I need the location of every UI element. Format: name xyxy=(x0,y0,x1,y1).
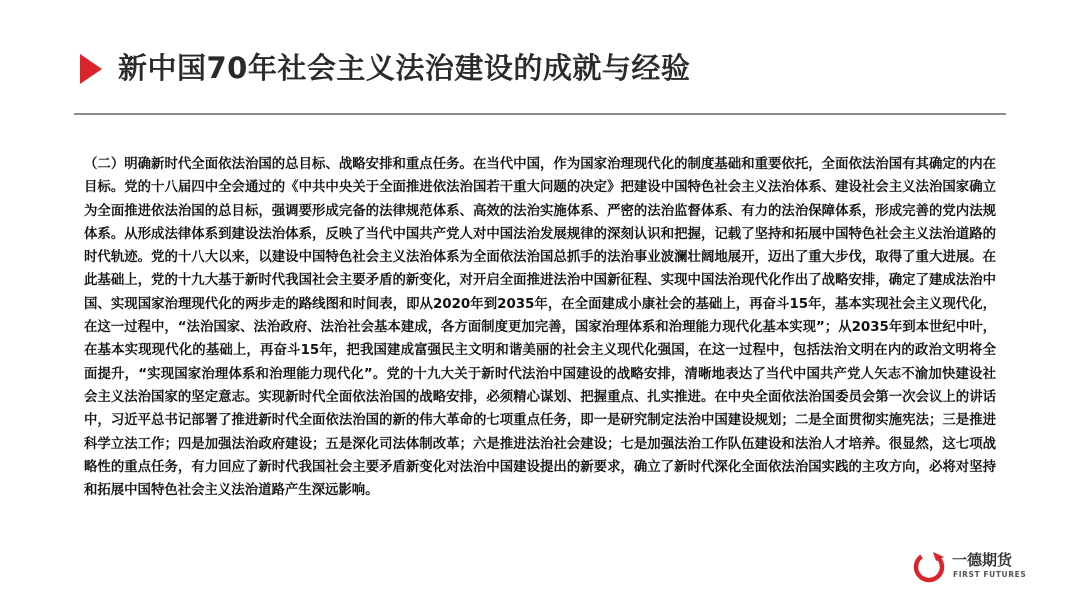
title-arrow-icon xyxy=(80,54,102,84)
logo-name-en: FIRST FUTURES xyxy=(953,570,1027,579)
company-logo xyxy=(912,548,1027,584)
logo-name-cn: 一德期货 xyxy=(952,551,1013,569)
first-futures-logo-icon xyxy=(912,548,948,584)
title-divider xyxy=(74,113,1006,115)
page-title: 新中国70年社会主义法治建设的成就与经验 xyxy=(118,51,691,85)
body-paragraph: （二）明确新时代全面依法治国的总目标、战略安排和重点任务。在当代中国，作为国家治理现代化的制度基础和重要依托，全面依法治国有其确定的内在目标。党的十八届四中全会通过的《中共中央关于全面推进依法治国若干重大问题的决定》把建设中国特色社会主义法治体系、建设社会主义法治国家确立为全面推进依法治国的总目标，强调要形成完备的法律规范体系、高效的法治实施体系、严密的法治监督体系、有力的法治保障体系，形成完善的党内法规体系。从形成法律体系到建设法治体系，反映了当代中国共产党人对中国法治发展规律的深刻认识和把握，记载了坚持和拓展中国特色社会主义法治道路的时代轨迹。党的十八大以来，以建设中国特色社会主义法治体系为全面依法治国总抓手的法治事业波澜壮阔地展开，迈出了重大步伐，取得了重大进展。在此基础上，党的十九大基于新时代我国社会主要矛盾的新变化，对开启全面推进法治中国新征程、实现中国法治现代化作出了战略安排，确定了建成法治中国、实现国家治理现代化的两步走的路线图和时间表，即从2020年到2035年，在全面建成小康社会的基础上，再奋斗15年，基本实现社会主义现代化，在这一过程中，“法治国家、法治政府、法治社会基本建成，各方面制度更加完善，国家治理体系和治理能力现代化基本实现”；从2035年到本世纪中叶，在基本实现现代化的基础上，再奋斗15年，把我国建成富强民主文明和谐美丽的社会主义现代化强国，在这一过程中，包括法治文明在内的政治文明将全面提升，“实现国家治理体系和治理能力现代化”。党的十九大关于新时代法治中国建设的战略安排，清晰地表达了当代中国共产党人矢志不渝加快建设社会主义法治国家的坚定意志。实现新时代全面依法治国的战略安排，必须精心谋划、把握重点、扎实推进。在中央全面依法治国委员会第一次会议上的讲话中，习近平总书记部署了推进新时代全面依法治国的新的伟大革命的七项重点任务，即一是研究制定法治中国建设规划；二是全面贯彻实施宪法；三是推进科学立法工作；四是加强法治政府建设；五是深化司法体制改革；六是推进法治社会建设；七是加强法治工作队伍建设和法治人才培养。很显然，这七项战略性的重点任务，有力回应了新时代我国社会主要矛盾新变化对法治中国建设提出的新要求，确立了新时代深化全面依法治国实践的主攻方向，必将对坚持和拓展中国特色社会主义法治道路产生深远影响。 xyxy=(84,157,996,499)
slide-header xyxy=(0,0,1080,116)
